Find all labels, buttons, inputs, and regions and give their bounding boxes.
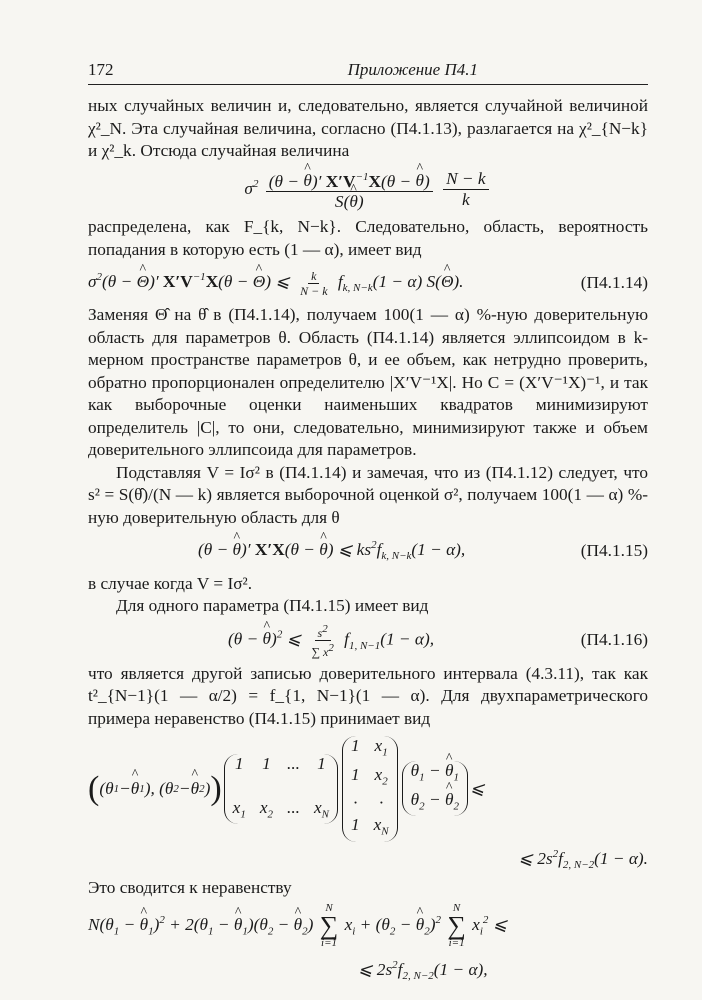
equation-expanded-rhs: ⩽ $2s^2f_{2, N-2}(1 - \alpha)$,	[358, 959, 488, 983]
paragraph-2: распределена, как F_{k, N−k}. Следовательно, область, вероятность попадания в которую есть (1 — α), имеет вид	[88, 217, 648, 259]
paragraph-1: ных случайных величин и, следовательно, является случайной величиной χ²_N. Эта случайная величина, согласно (П4.1.13), разлагается на χ²_{N−k} и χ²_k. Отсюда случайная величина	[88, 96, 648, 160]
section-title: Приложение П4.1	[347, 60, 478, 79]
equation-number-15: (П4.1.15)	[580, 541, 648, 561]
equation-16: (θ − ^ θ)$^2$ ⩽ $\frac{s^2}{\sum x^2}$ $f_{1, N-1}(1 - \alpha)$, (П4.1.16)	[88, 622, 648, 659]
page-number: 172	[88, 60, 114, 79]
page	[88, 60, 648, 993]
equation-15: (θ − ^ θ)′ X′X(θ − ^ θ) ⩽ $ks^2f_{k, N-k}(1 - \alpha)$, (П4.1.15)	[88, 533, 648, 568]
paragraph-4: Подставляя V = Iσ² в (П4.1.14) и замечая, что из (П4.1.12) следует, что s² = S(θ̂)/(N — k) является выборочной оценкой σ², получаем 100(1 — α) %-ную доверительную область для θ	[88, 462, 648, 527]
equation-ratio: $\sigma^2$ $\frac{(\theta - \^{} \theta)' X'V^{-1}X(\theta - \^{} \theta)}{S(\^{} \theta)}$ $\frac{N - k}{k}$	[88, 167, 648, 213]
header-rule	[88, 84, 648, 85]
equation-14: $\sigma^2(\theta$ − ^ Θ)′ $X'V^{-1}X(\theta$ − ^ Θ) ⩽ $\frac{k}{N - k}$ $f_{k, N-k}(1 - \alpha)$ S(^ Θ). (П4.1.14)	[88, 265, 648, 300]
running-header	[88, 60, 648, 84]
paragraph-7: что является другой записью доверительного интервала (4.3.11), так как t²_{N−1}(1 — α/2) = f_{1, N−1}(1 — α). Для двухпараметрического примера неравенство (П4.1.15) принимает вид	[88, 663, 648, 728]
equation-matrix: ( (θ 1 − ^ θ 1 ), (θ 2 − ^ θ 2 ) ) 1 1 ... 1 $x_1$ $x_2$ ... $x_N$ 1 $x_1$ 1 $x_2$ · · 1 $x_N$ $\theta_1$ − ^ $\theta_1$ $\theta_2$ − ^ $\theta_2$ ⩽	[88, 736, 648, 841]
equation-matrix-rhs: ⩽ $2s^2f_{2, N-2}(1 - \alpha)$.	[518, 847, 648, 871]
paragraph-6: Для одного параметра (П4.1.15) имеет вид	[116, 596, 429, 616]
equation-number-16: (П4.1.16)	[580, 630, 648, 650]
paragraph-5: в случае когда V = Iσ².	[88, 573, 253, 593]
paragraph-3: Заменяя Θ̂ на θ̂ в (П4.1.14), получаем 100(1 — α) %-ную доверительную область для параметров θ. Область (П4.1.14) является эллипсоидом в k-мерном пространстве параметров θ, и ее объем, как нетрудно проверить, обратно пропорционален определителю |X′V⁻¹X|. Но C = (X′V⁻¹X)⁻¹, и так как выборочные оценки наименьших квадратов минимизируют определитель |C|, то они, следовательно, минимизируют также и объем доверительного эллипсоида для параметров.	[88, 305, 648, 460]
equation-number-14: (П4.1.14)	[580, 272, 648, 292]
paragraph-8: Это сводится к неравенству	[88, 877, 292, 897]
equation-expanded: $N(\theta_1$ − ^ $\theta_1)^2 + 2(\theta_1$ − ^ $\theta_1)(\theta_2$ − ^ $\theta_2$) N ∑ i=1 $x_i + (\theta_2$ − ^ $\theta_2)^2$ N ∑ i=1 $x_i^2$ ⩽	[88, 903, 648, 949]
